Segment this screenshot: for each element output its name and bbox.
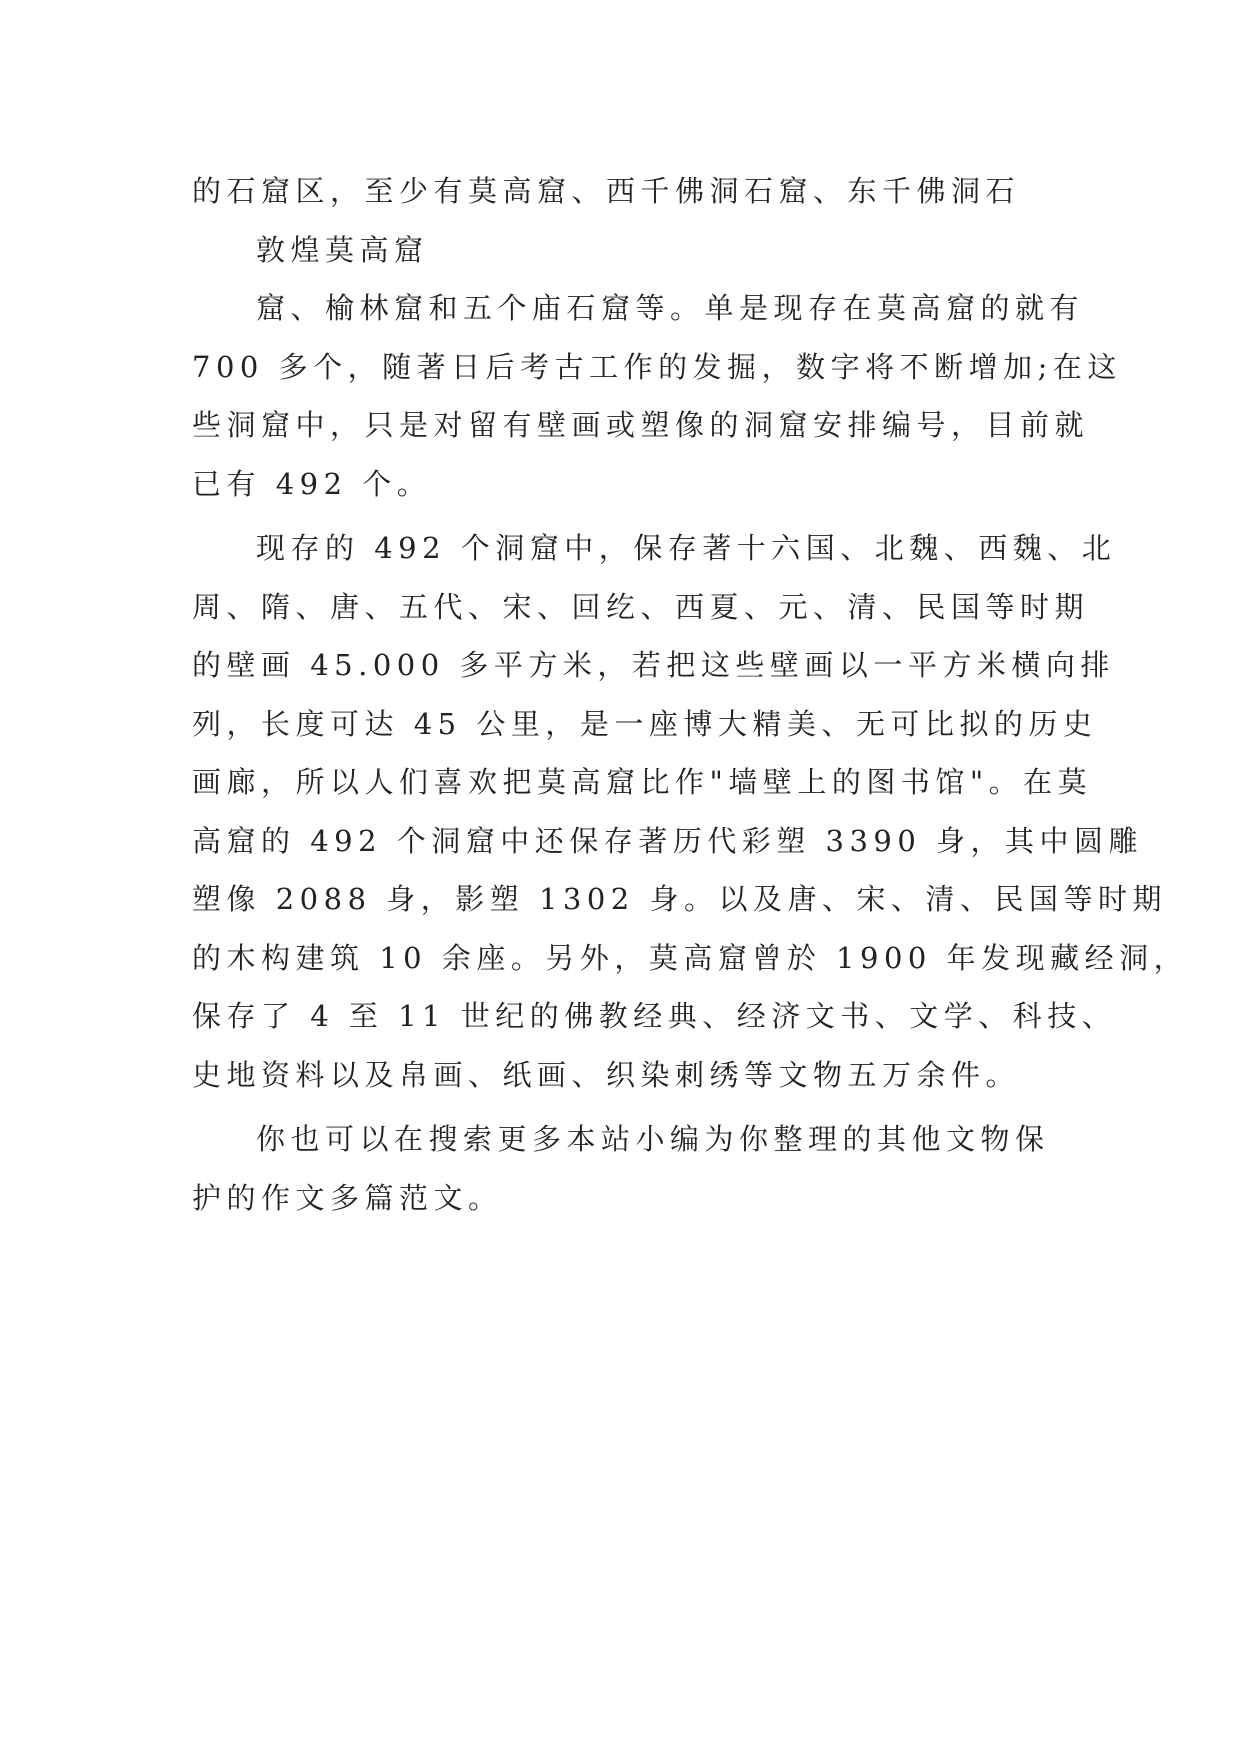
text-line: 保存了 4 至 11 世纪的佛教经典、经济文书、文学、科技、 xyxy=(192,999,1117,1033)
text-line: 画廊，所以人们喜欢把莫高窟比作"墙壁上的图书馆"。在莫 xyxy=(192,765,1093,799)
text-line: 护的作文多篇范文。 xyxy=(192,1180,503,1215)
text-line: 700 多个，随著日后考古工作的发掘，数字将不断增加;在这 xyxy=(192,349,1122,384)
text-line: 现存的 492 个洞窟中，保存著十六国、北魏、西魏、北 xyxy=(256,531,1117,565)
text-line: 史地资料以及帛画、纸画、织染刺绣等文物五万余件。 xyxy=(192,1057,1021,1092)
text-line: 窟、榆林窟和五个庙石窟等。单是现存在莫高窟的就有 xyxy=(256,291,1085,325)
text-line: 列，长度可达 45 公里，是一座博大精美、无可比拟的历史 xyxy=(192,706,1098,741)
text-line: 高窟的 492 个洞窟中还保存著历代彩塑 3390 身，其中圆雕 xyxy=(192,823,1144,858)
text-line: 已有 492 个。 xyxy=(192,466,432,501)
body-text xyxy=(192,162,1189,1227)
text-line: 的木构建筑 10 余座。另外，莫高窟曾於 1900 年发现藏经洞， xyxy=(192,940,1189,975)
text-line: 塑像 2088 身，影塑 1302 身。以及唐、宋、清、民国等时期 xyxy=(192,882,1167,916)
text-line: 你也可以在搜索更多本站小编为你整理的其他文物保 xyxy=(256,1122,1050,1156)
text-line: 的壁画 45.000 多平方米，若把这些壁画以一平方米横向排 xyxy=(192,648,1115,682)
text-line: 的石窟区，至少有莫高窟、西千佛洞石窟、东千佛洞石 xyxy=(192,174,1021,208)
text-line: 些洞窟中，只是对留有壁画或塑像的洞窟安排编号，目前就 xyxy=(192,408,1090,442)
section-heading: 敦煌莫高窟 xyxy=(256,232,429,267)
text-line: 周、隋、唐、五代、宋、回纥、西夏、元、清、民国等时期 xyxy=(192,589,1090,624)
